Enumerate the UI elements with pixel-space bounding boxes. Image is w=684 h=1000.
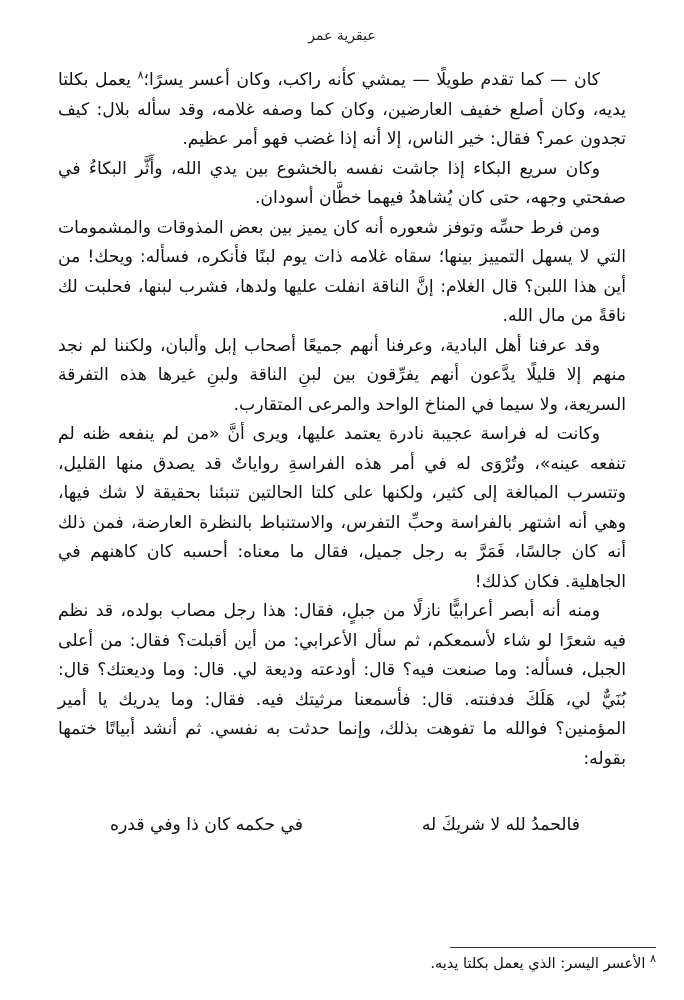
paragraph-5: وكانت له فراسة عجيبة نادرة يعتمد عليها، ويرى أنَّ «من لم ينفعه ظنه لم تنفعه عينه»، وتُرْوَى له في أمر هذه الفراسةِ رواياتٌ قد يصدق منها القليل، وتتسرب المبالغة إلى كثير، ولكنها على كلتا الحالتين تنبئنا بحقيقة لا شك فيها، وهي أنه اشتهر بالفراسة وحبِّ التفرس، والاستنباط بالنظرة العارضة، فمن ذلك أنه كان جالسًا، فَمَرَّ به رجل جميل، فقال ما معناه: أحسبه كان كاهنهم في الجاهلية. فكان كذلك! <box>58 424 626 592</box>
footnote-number: ٨ <box>650 952 656 966</box>
paragraph-4: وقد عرفنا أهل البادية، وعرفنا أنهم جميعًا أصحاب إبل وألبان، ولكننا لم نجد منهم إلا قليلًا يدَّعون أنهم يفرِّقون بين لبنِ الناقة ولبنِ غيرها هذه التفرقة السريعة، ولا سيما في المناخ الواحد والمرعى المتقارب. <box>58 335 626 415</box>
paragraph-1 <box>58 66 626 155</box>
paragraph-3: ومن فرط حسِّه وتوفز شعوره أنه كان يميز بين بعض المذوقات والمشمومات التي لا يسهل التمييز بينها؛ سقاه غلامه ذات يوم لبنًا فأنكره، فسأله: ويحك! من أين هذا اللبن؟ قال الغلام: إنَّ الناقة انفلت عليها ولدها، فشرب لبنها، فحلبت لك ناقةً من مال الله. <box>58 217 626 326</box>
footnote-text: الأعسر اليسر: الذي يعمل بكلتا يديه. <box>430 956 651 972</box>
footnote <box>430 952 656 972</box>
footnote-reference[interactable]: ٨ <box>137 68 144 82</box>
paragraph-1-text-b: يعمل بكلتا يديه، وكان أصلع خفيف العارضين، وكان كما وصفه غلامه، وقد سأله بلال: كيف تجدون عمر؟ فقال: خير الناس، إلا أنه إذا غضب فهو أمر عظيم. <box>58 70 626 149</box>
verse-second-hemistich: في حكمه كان ذا وفي قدره <box>110 815 303 835</box>
running-head-title: عبقرية عمر <box>308 28 376 44</box>
verse-line <box>110 815 580 835</box>
footnote-divider <box>450 947 656 948</box>
body-text <box>58 66 626 774</box>
paragraph-6: ومنه أنه أبصر أعرابيًّا نازلًا من جبلٍ، فقال: هذا رجل مصاب بولده، قد نظم فيه شعرًا لو شاء لأسمعكم، ثم سأل الأعرابي: من أين أقبلت؟ فقال: من أعلى الجبل، فسأله: وما صنعت فيه؟ قال: أودعته وديعة لي. قال: وما وديعتك؟ قال: بُنَيٌّ لي، هَلَكَ فدفنته. قال: فأسمعنا مرثيتك فيه. فقال: وما يدريك يا أمير المؤمنين؟ فوالله ما تفوهت بذلك، وإنما حدثت به نفسي. ثم أنشد أبياتًا ختمها بقوله: <box>58 601 626 769</box>
paragraph-2: وكان سريع البكاء إذا جاشت نفسه بالخشوع بين يدي الله، وأَثَّر البكاءُ في صفحتي وجهه، حتى كان يُشاهدُ فيهما خطَّان أسودان. <box>58 158 626 208</box>
verse-first-hemistich: فالحمدُ لله لا شريكَ له <box>421 815 580 835</box>
paragraph-1-text-a: كان — كما تقدم طويلًا — يمشي كأنه راكب، وكان أعسر يسرًا؛ <box>143 70 600 90</box>
